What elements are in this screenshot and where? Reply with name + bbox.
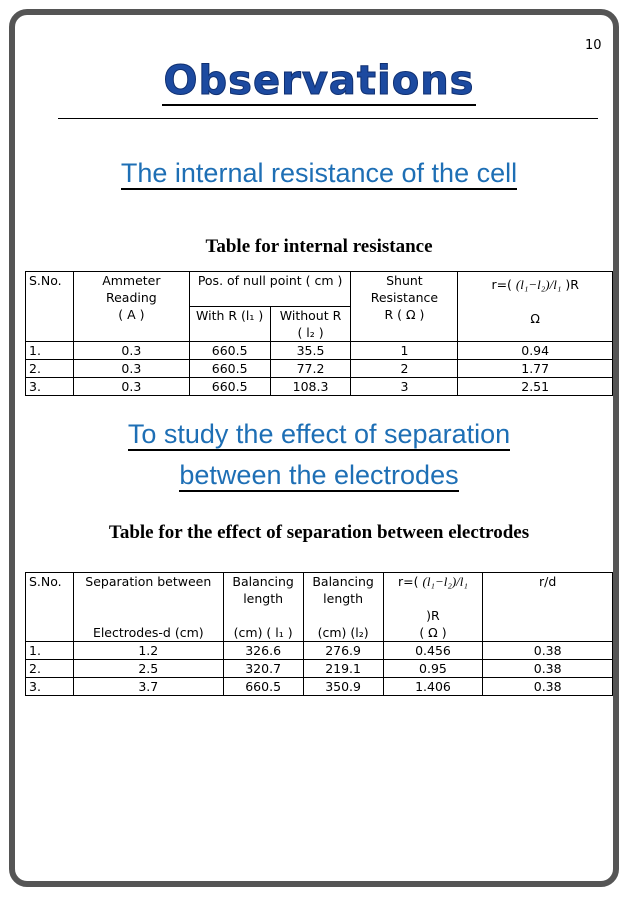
table-cell: 660.5 (223, 678, 303, 696)
table-header-row (26, 573, 613, 642)
table-cell: 108.3 (270, 378, 351, 396)
cell-text: Electrodes-d (cm) (92, 625, 204, 640)
table-cell: 0.456 (383, 642, 483, 660)
header-shunt (351, 272, 458, 342)
cell-text: Balancing (232, 574, 294, 589)
table-cell: 2 (351, 360, 458, 378)
table-cell: 3 (351, 378, 458, 396)
cell-text: r=( (491, 277, 512, 292)
table-cell: 0.38 (483, 642, 613, 660)
cell-text: Separation between (85, 574, 212, 589)
table-cell: 320.7 (223, 660, 303, 678)
cell-text: r=( (398, 574, 419, 589)
page-number: 10 (585, 38, 602, 53)
header-balancing-l2 (303, 573, 383, 642)
table-row (26, 642, 613, 660)
table-row (26, 678, 613, 696)
table-cell: 1.2 (73, 642, 223, 660)
table-cell: 2.5 (73, 660, 223, 678)
cell-text: To study the effect of separation (127, 419, 511, 449)
cell-text: Resistance (370, 290, 439, 305)
title-rule (58, 118, 598, 119)
section2-heading-line1 (0, 419, 638, 450)
table-cell: 1 (351, 342, 458, 360)
table-row (26, 342, 613, 360)
table-cell: 2.51 (458, 378, 613, 396)
cell-text: ( Ω ) (419, 625, 447, 640)
table-cell: 0.3 (73, 342, 189, 360)
table-cell: 660.5 (189, 360, 270, 378)
header-separation (73, 573, 223, 642)
table-cell: 3. (26, 378, 74, 396)
cell-text: ( A ) (118, 307, 145, 322)
header-balancing-l1 (223, 573, 303, 642)
table-cell: 1.406 (383, 678, 483, 696)
table-cell: 2. (26, 360, 74, 378)
section1-heading (0, 158, 638, 189)
table-cell: 219.1 (303, 660, 383, 678)
table-cell: 0.3 (73, 378, 189, 396)
cell-text: length (243, 591, 284, 606)
cell-text: (cm) ( l₁ ) (233, 625, 293, 640)
cell-text: )R (426, 608, 440, 623)
table-row (26, 360, 613, 378)
table-cell: 660.5 (189, 378, 270, 396)
header-r (383, 573, 483, 642)
cell-text: (cm) (l₂) (317, 625, 369, 640)
cell-text: R ( Ω ) (384, 307, 425, 322)
header-rd: r/d (483, 573, 613, 642)
table-cell: 326.6 (223, 642, 303, 660)
section1-heading-text: The internal resistance of the cell (120, 158, 518, 188)
table-cell: 0.95 (383, 660, 483, 678)
header-ammeter (73, 272, 189, 342)
cell-text: Without R (279, 308, 342, 323)
table-cell: 276.9 (303, 642, 383, 660)
table-cell: 660.5 (189, 342, 270, 360)
header-sno: S.No. (26, 272, 74, 342)
internal-resistance-table (25, 271, 613, 396)
table-cell: 3. (26, 678, 74, 696)
table-header-row (26, 272, 613, 307)
section2-heading-line2 (0, 460, 638, 491)
table-cell: 35.5 (270, 342, 351, 360)
cell-text: length (323, 591, 363, 606)
r-formula: (l₁−l₂)/l₁ (515, 277, 562, 292)
cell-text: Ω (530, 311, 540, 326)
cell-text: )R (565, 277, 579, 292)
table-cell: 0.94 (458, 342, 613, 360)
header-sno: S.No. (26, 573, 74, 642)
cell-text: Balancing (312, 574, 374, 589)
cell-text: ( l₂ ) (297, 325, 324, 340)
table-cell: 0.38 (483, 660, 613, 678)
separation-table (25, 572, 613, 696)
page-title-text: Observations (163, 58, 475, 104)
table-cell: 2. (26, 660, 74, 678)
table-row (26, 378, 613, 396)
table-cell: 0.38 (483, 678, 613, 696)
section1-caption: Table for internal resistance (205, 236, 433, 257)
section2-caption: Table for the effect of separation between electrodes (108, 522, 530, 543)
cell-text: Shunt (386, 273, 423, 288)
cell-text: Ammeter (102, 273, 161, 288)
cell-text: between the electrodes (179, 460, 459, 490)
table-cell: 1. (26, 642, 74, 660)
table-cell: 1.77 (458, 360, 613, 378)
header-without-r (270, 307, 351, 342)
table-cell: 350.9 (303, 678, 383, 696)
header-null-point: Pos. of null point ( cm ) (189, 272, 351, 307)
table-cell: 3.7 (73, 678, 223, 696)
page-title (0, 58, 638, 106)
header-r (458, 272, 613, 342)
header-with-r: With R (l₁ ) (189, 307, 270, 342)
table-cell: 0.3 (73, 360, 189, 378)
table-cell: 77.2 (270, 360, 351, 378)
r-formula: (l₁−l₂)/l₁ (422, 574, 468, 589)
table-cell: 1. (26, 342, 74, 360)
cell-text: Reading (105, 290, 157, 305)
table-row (26, 660, 613, 678)
